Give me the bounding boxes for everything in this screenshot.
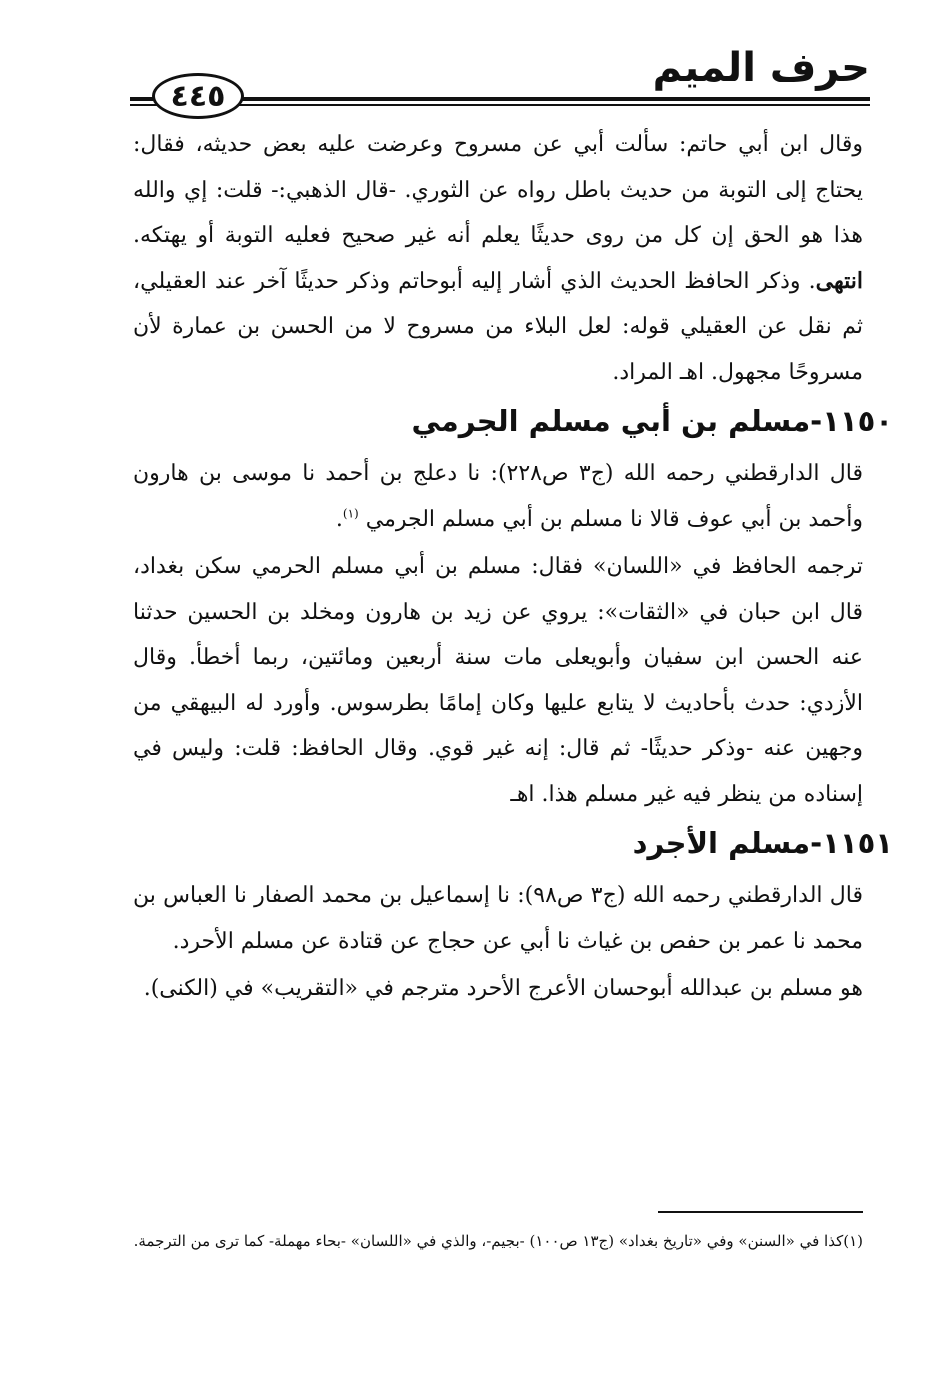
entry-title-1151: ١١٥١-مسلم الأجرد xyxy=(632,826,893,860)
entry-1151-paragraph-2: هو مسلم بن عبدالله أبوحسان الأعرج الأحرد مترجم في «التقريب» في (الكنى). xyxy=(143,976,863,1001)
page-number: ٤٤٥ xyxy=(152,73,244,119)
page-header xyxy=(130,40,870,114)
intro-text-1: وقال ابن أبي حاتم: سألت أبي عن مسروح وعرضت عليه بعض حديثه، فقال: يحتاج إلى التوبة من حديث باطل رواه عن الثوري. -قال الذهبي:- قلت: إي والله هذا هو الحق إن كل من روى حديثًا يعلم أنه غير صحيح فعليه التوبة أو يهتكه. xyxy=(133,132,863,248)
entry-title-1150: ١١٥٠-مسلم بن أبي مسلم الجرمي xyxy=(411,404,893,438)
entry-1150-paragraph-1 xyxy=(133,451,863,542)
footnote-separator xyxy=(658,1211,863,1213)
footnote-reference: (١) xyxy=(342,506,359,521)
running-head: حرف الميم xyxy=(652,45,870,91)
header-rule-thin xyxy=(130,104,870,106)
entry-1150-period: . xyxy=(335,506,343,532)
intro-text-2: . وذكر الحافظ الحديث الذي أشار إليه أبوحاتم وذكر حديثًا آخر عند العقيلي، ثم نقل عن العقيلي قوله: لعل البلاء من مسروح لا من الحسن بن عمارة لأن مسروحًا مجهول. اهـ المراد. xyxy=(133,268,863,385)
footnote: (١)كذا في «السنن» وفي «تاريخ بغداد» (ج١٣ ص١٠٠) -بجيم-، والذي في «اللسان» -بحاء مهملة- كما ترى من الترجمة. xyxy=(133,1232,863,1250)
entry-1150-text-1: قال الدارقطني رحمه الله (ج٣ ص٢٢٨): نا دعلج بن أحمد نا موسى بن هارون وأحمد بن أبي عوف قالا نا مسلم بن أبي مسلم الجرمي xyxy=(133,461,864,532)
entry-1151-paragraph-1: قال الدارقطني رحمه الله (ج٣ ص٩٨): نا إسماعيل بن محمد الصفار نا العباس بن محمد نا عمر بن حفص بن غياث نا أبي عن حجاج عن قتادة عن مسلم الأحرد. xyxy=(133,883,864,954)
main-text xyxy=(133,122,893,1012)
intro-bold-word: انتهى xyxy=(815,267,863,294)
intro-paragraph xyxy=(133,122,863,395)
entry-1150-paragraph-2: ترجمه الحافظ في «اللسان» فقال: مسلم بن أبي مسلم الحرمي سكن بغداد، قال ابن حبان في «الثقات»: يروي عن زيد بن هارون ومخلد بن الحسين حدثنا عنه الحسن ابن سفيان وأبويعلى مات سنة أربعين ومائتين، ربما أخطأ. وقال الأزدي: حدث بأحاديث لا يتابع عليها وكان إمامًا بطرسوس. وأورد له البيهقي من وجهين عنه -وذكر حديثًا- ثم قال: إنه غير قوي. وقال الحافظ: قلت: وليس في إسناده من ينظر فيه غير مسلم هذا. اهـ xyxy=(133,554,864,807)
